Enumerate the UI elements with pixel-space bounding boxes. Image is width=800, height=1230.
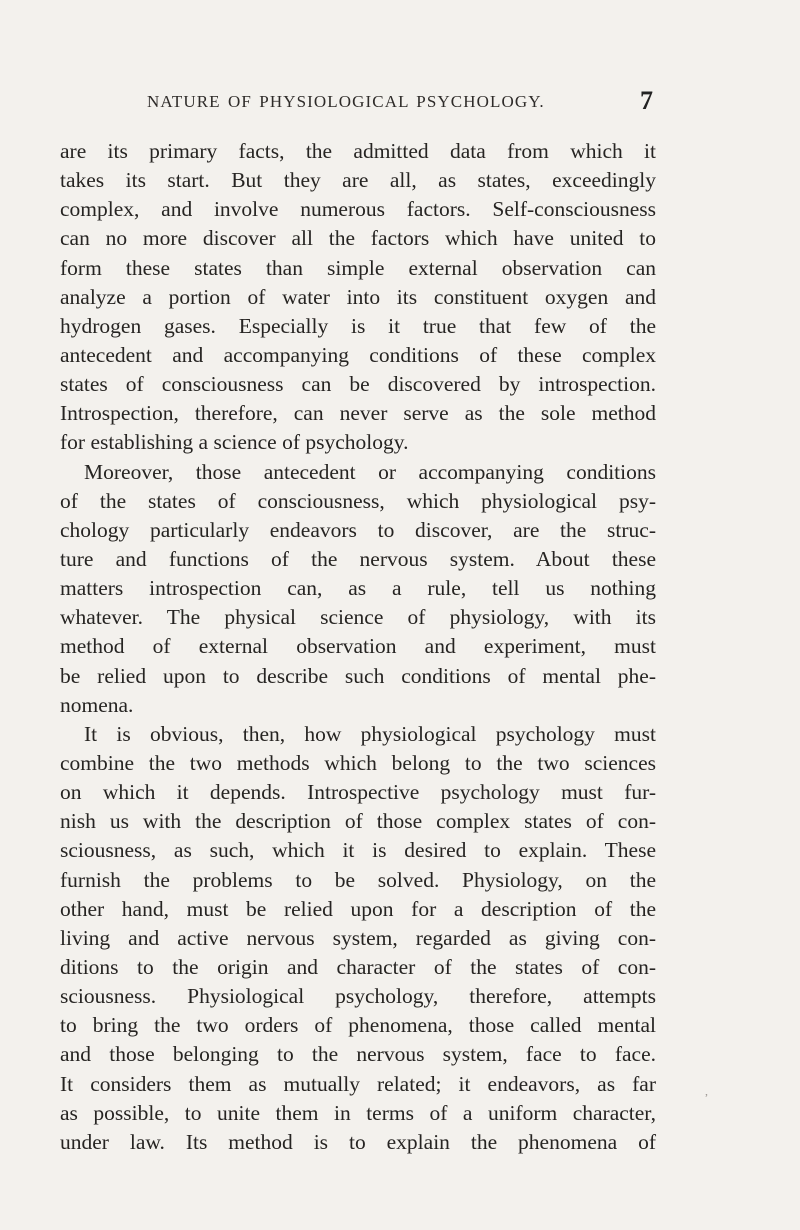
text-line: ditions to the origin and character of the states of con- <box>60 954 656 979</box>
text-line: are its primary facts, the admitted data from which it <box>60 139 656 163</box>
text-line: can no more discover all the factors which have united to <box>60 226 656 251</box>
text-line: antecedent and accompanying conditions of these complex <box>60 342 656 367</box>
text-line: states of consciousness can be discovered by introspection. <box>60 372 656 397</box>
text-line: It considers them as mutually related; it endeavors, as far <box>60 1071 656 1096</box>
text-line: form these states than simple external observation can <box>60 255 656 280</box>
text-line: furnish the problems to be solved. Physiology, on the <box>60 867 656 892</box>
text-line: on which it depends. Introspective psychology must fur- <box>60 780 656 805</box>
text-line: of the states of consciousness, which physiological psy- <box>60 488 656 513</box>
margin-mark: , <box>705 1084 708 1098</box>
text-line: nish us with the description of those complex states of con- <box>60 809 656 834</box>
text-line: other hand, must be relied upon for a description of the <box>60 896 656 921</box>
text-line: It is obvious, then, how physiological psychology must <box>84 721 656 746</box>
text-line: Introspection, therefore, can never serve as the sole method <box>60 401 656 426</box>
text-line: matters introspection can, as a rule, tell us nothing <box>60 576 656 601</box>
text-line: under law. Its method is to explain the phenomena of <box>60 1129 656 1154</box>
text-line: analyze a portion of water into its constituent oxygen and <box>60 284 656 309</box>
text-line: nomena. <box>60 692 134 717</box>
body-text <box>60 137 656 1157</box>
text-line: method of external observation and experiment, must <box>60 634 656 659</box>
text-line: to bring the two orders of phenomena, those called mental <box>60 1013 656 1038</box>
text-line: whatever. The physical science of physiology, with its <box>60 605 656 630</box>
page-header <box>0 86 800 120</box>
text-line: sciousness. Physiological psychology, therefore, attempts <box>60 984 656 1009</box>
text-line: combine the two methods which belong to the two sciences <box>60 750 656 775</box>
text-line: sciousness, as such, which it is desired to explain. These <box>60 838 656 863</box>
text-line: ture and functions of the nervous system. About these <box>60 546 656 571</box>
text-line: complex, and involve numerous factors. Self-consciousness <box>60 197 656 222</box>
text-line: takes its start. But they are all, as states, exceedingly <box>60 168 656 193</box>
text-line: be relied upon to describe such conditions of mental phe- <box>60 663 656 688</box>
text-line: chology particularly endeavors to discover, are the struc- <box>60 517 656 542</box>
text-line: Moreover, those antecedent or accompanying conditions <box>84 459 656 484</box>
text-line: living and active nervous system, regarded as giving con- <box>60 925 656 950</box>
page-number: 7 <box>640 86 653 115</box>
running-head: NATURE OF PHYSIOLOGICAL PSYCHOLOGY. <box>147 92 545 111</box>
text-line: hydrogen gases. Especially is it true that few of the <box>60 313 656 338</box>
text-line: and those belonging to the nervous system, face to face. <box>60 1042 656 1067</box>
text-line: for establishing a science of psychology. <box>60 430 409 455</box>
text-line: as possible, to unite them in terms of a uniform character, <box>60 1100 656 1125</box>
